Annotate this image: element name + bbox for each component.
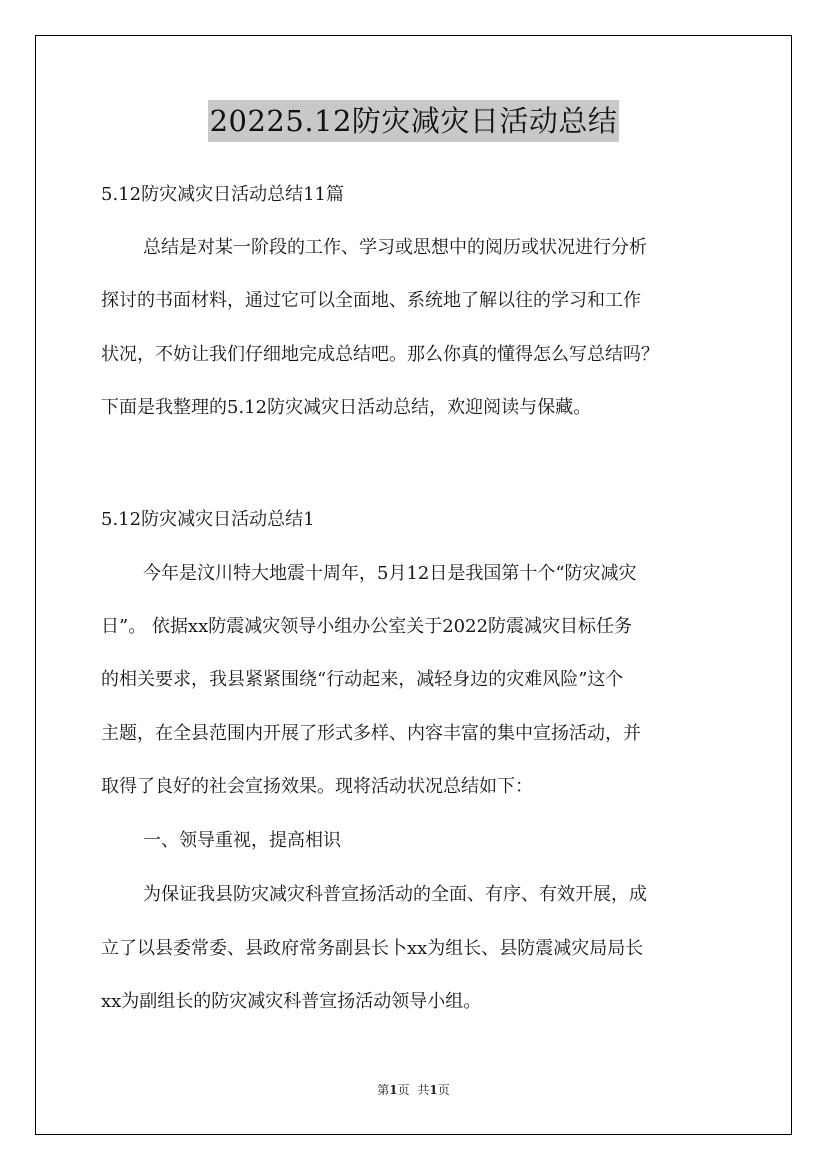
total-prefix: 共	[417, 1083, 430, 1097]
sub-body-line: 立了以县委常委、县政府常务副县长卜xx为组长、县防震减灾局局长	[101, 938, 644, 959]
total-number: 1	[429, 1083, 438, 1097]
title-container	[0, 100, 827, 142]
body-line: 的相关要求，我县紧紧围绕“行动起来，减轻身边的灾难风险”这个	[101, 669, 624, 690]
body-line: 今年是汶川特大地震十周年，5月12日是我国第十个“防灾减灾	[143, 563, 637, 584]
sub-body-line: xx为副组长的防灾减灾科普宣扬活动领导小组。	[101, 991, 482, 1012]
sub-body-line: 为保证我县防灾减灾科普宣扬活动的全面、有序、有效开展，成	[143, 884, 647, 905]
total-suffix: 页	[437, 1083, 450, 1097]
page-number: 1	[389, 1083, 398, 1097]
body-line: 取得了良好的社会宣扬效果。现将活动状况总结如下：	[101, 776, 533, 797]
document-title: 20225.12防灾减灾日活动总结	[208, 100, 620, 142]
intro-line: 下面是我整理的5.12防灾减灾日活动总结，欢迎阅读与保藏。	[101, 397, 592, 418]
intro-line: 总结是对某一阶段的工作、学习或思想中的阅历或状况进行分析	[143, 237, 647, 258]
page-suffix: 页	[397, 1083, 410, 1097]
subheading: 一、领导重视，提高相识	[143, 830, 341, 851]
intro-line: 状况，不妨让我们仔细地完成总结吧。那么你真的懂得怎么写总结吗？	[101, 344, 659, 365]
intro-line: 探讨的书面材料，通过它可以全面地、系统地了解以往的学习和工作	[101, 290, 641, 311]
body-line: 日”。 依据xx防震减灾领导小组办公室关于2022防震减灾目标任务	[101, 616, 633, 637]
document-subtitle: 5.12防灾减灾日活动总结11篇	[101, 184, 344, 205]
body-line: 主题，在全县范围内开展了形式多样、内容丰富的集中宣扬活动，并	[101, 723, 641, 744]
section-heading: 5.12防灾减灾日活动总结1	[101, 509, 315, 530]
page-prefix: 第	[377, 1083, 390, 1097]
page-footer	[0, 1081, 827, 1099]
